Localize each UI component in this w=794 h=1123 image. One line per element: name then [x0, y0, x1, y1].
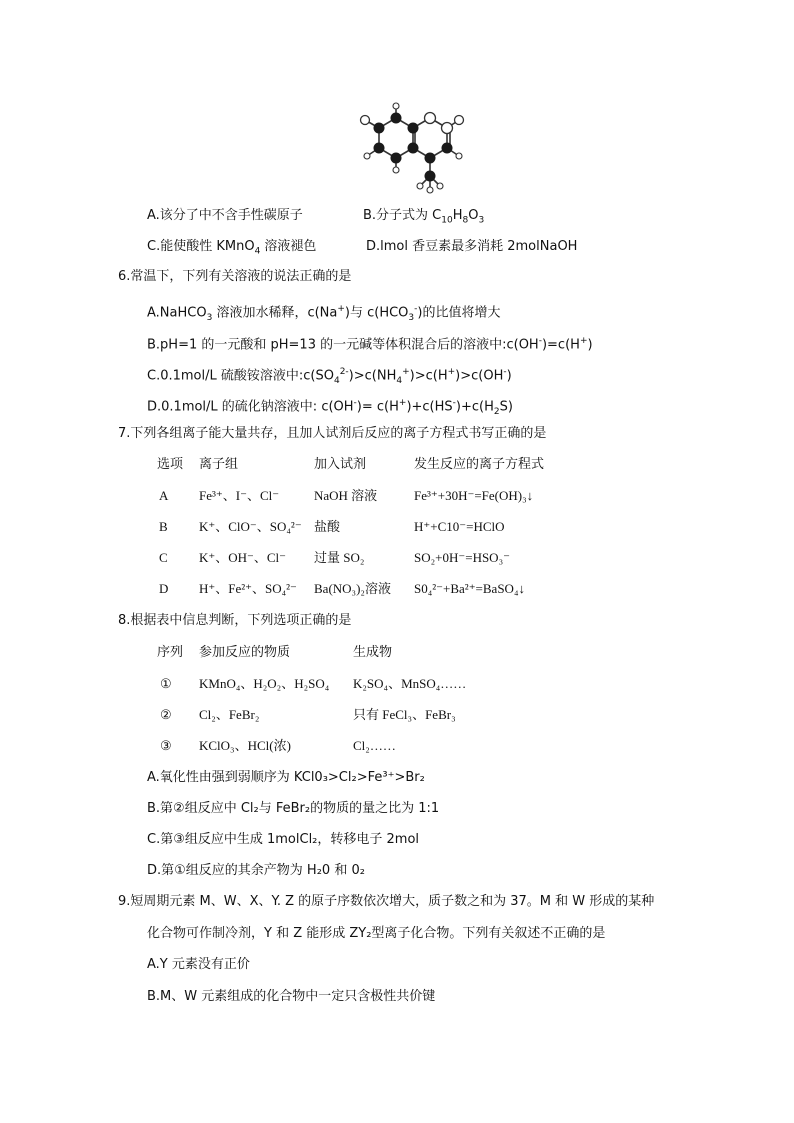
q7-row-c-equation: SO₂+0H⁻=HSO₃⁻ [414, 550, 510, 565]
q7-row-d-option: D [159, 581, 169, 596]
q8-row-1-no: ① [160, 676, 172, 691]
q8-option-b: B.第②组反应中 Cl₂与 FeBr₂的物质的量之比为 1:1 [147, 801, 440, 816]
q7-row-b-option: B [159, 519, 168, 534]
q7-row-d-reagent: Ba(NO₃)₂溶液 [314, 581, 391, 596]
q7-row-a-ions: Fe³⁺、I⁻、Cl⁻ [199, 488, 280, 503]
q7-row-d-ions: H⁺、Fe²⁺、SO₄²⁻ [199, 581, 297, 596]
q9-stem-line2: 化合物可作制冷剂，Y 和 Z 能形成 ZY₂型离子化合物。下列有关叙述不正确的是 [147, 926, 606, 941]
q6-stem: 6.常温下，下列有关溶液的说法正确的是 [118, 269, 352, 284]
q5-option-b: B.分子式为 $C_{10}H_8O_3$ [363, 208, 485, 226]
q7-row-b-ions: K⁺、ClO⁻、SO₄²⁻ [199, 519, 302, 534]
q7-header-equation: 发生反应的离子方程式 [414, 457, 545, 472]
q6-option-d: D.0.1mol/L 的硫化钠溶液中: $c(OH^-)= c(H^+)+c(HS^-)+c(H_2S)$ [147, 398, 513, 417]
q6-option-b: B.pH=1 的一元酸和 pH=13 的一元碱等体积混合后的溶液中:c(OH-)=c(H+) [147, 336, 593, 353]
q8-row-1-products: K₂SO₄、MnSO₄…… [353, 676, 467, 691]
q5-option-d: D.lmol 香豆素最多消耗 2molNaOH [366, 239, 578, 254]
q8-row-1-reactants: KMnO₄、H₂O₂、H₂SO₄ [199, 676, 330, 691]
q7-header-ions: 离子组 [199, 457, 239, 472]
q8-header-products: 生成物 [353, 645, 393, 660]
q6-option-c: C.0.1mol/L 硫酸铵溶液中$:c(SO_4^{2-})>c(NH_4^+)>c(H^+)>c(OH^-)$ [147, 367, 512, 386]
q9-option-b: B.M、W 元素组成的化合物中一定只含极性共价键 [147, 989, 436, 1004]
q8-header-no: 序列 [157, 645, 184, 660]
q7-header-reagent: 加入试剂 [314, 457, 367, 472]
q5-option-c: C.能使酸性 KMnO$_4$ 溶液褪色 [147, 239, 317, 257]
q8-stem: 8.根据表中信息判断，下列选项正确的是 [118, 613, 352, 628]
q8-row-3-products: Cl₂…… [353, 738, 396, 753]
q8-header-reactants: 参加反应的物质 [199, 645, 291, 660]
q7-row-b-reagent: 盐酸 [314, 519, 341, 534]
q8-row-2-no: ② [160, 707, 172, 722]
q7-stem: 7.下列各组离子能大量共存，且加人试剂后反应的离子方程式书写正确的是 [118, 426, 547, 441]
q6-option-a: A.NaHCO$_3$ 溶液加水稀释，c(Na+)与 $c(HCO_3^-)$的比值将增大 [147, 304, 501, 323]
q7-row-a-equation: Fe³⁺+30H⁻=Fe(OH)₃↓ [414, 488, 534, 503]
q8-option-a: A.氧化性由强到弱顺序为 KCl0₃>Cl₂>Fe³⁺>Br₂ [147, 770, 425, 785]
q8-option-d: D.第①组反应的其余产物为 H₂0 和 0₂ [147, 863, 365, 878]
q9-option-a: A.Y 元素没有正价 [147, 957, 250, 972]
q7-row-c-option: C [159, 550, 168, 565]
q7-row-d-equation: S0₄²⁻+Ba²⁺=BaSO₄↓ [414, 581, 525, 596]
q7-row-a-option: A [159, 488, 169, 503]
q7-row-c-ions: K⁺、OH⁻、Cl⁻ [199, 550, 287, 565]
q7-row-b-equation: H⁺+C10⁻=HClO [414, 519, 505, 534]
q7-header-option: 选项 [157, 457, 184, 472]
q8-row-2-products: 只有 FeCl₃、FeBr₃ [353, 707, 456, 722]
q7-row-a-reagent: NaOH 溶液 [314, 488, 378, 503]
coumarin-molecule-figure [355, 100, 485, 195]
q8-option-c: C.第③组反应中生成 1molCl₂，转移电子 2mol [147, 832, 420, 847]
q8-row-2-reactants: Cl₂、FeBr₂ [199, 707, 260, 722]
q7-row-c-reagent: 过量 SO₂ [314, 550, 365, 565]
q5-option-a: A.该分了中不含手性碳原子 [147, 208, 303, 223]
q9-stem-line1: 9.短周期元素 M、W、X、Y. Z 的原子序数依次增大，质子数之和为 37。M 和 W 形成的某种 [118, 894, 655, 909]
q8-row-3-no: ③ [160, 738, 172, 753]
q8-row-3-reactants: KClO₃、HCl(浓) [199, 738, 291, 753]
